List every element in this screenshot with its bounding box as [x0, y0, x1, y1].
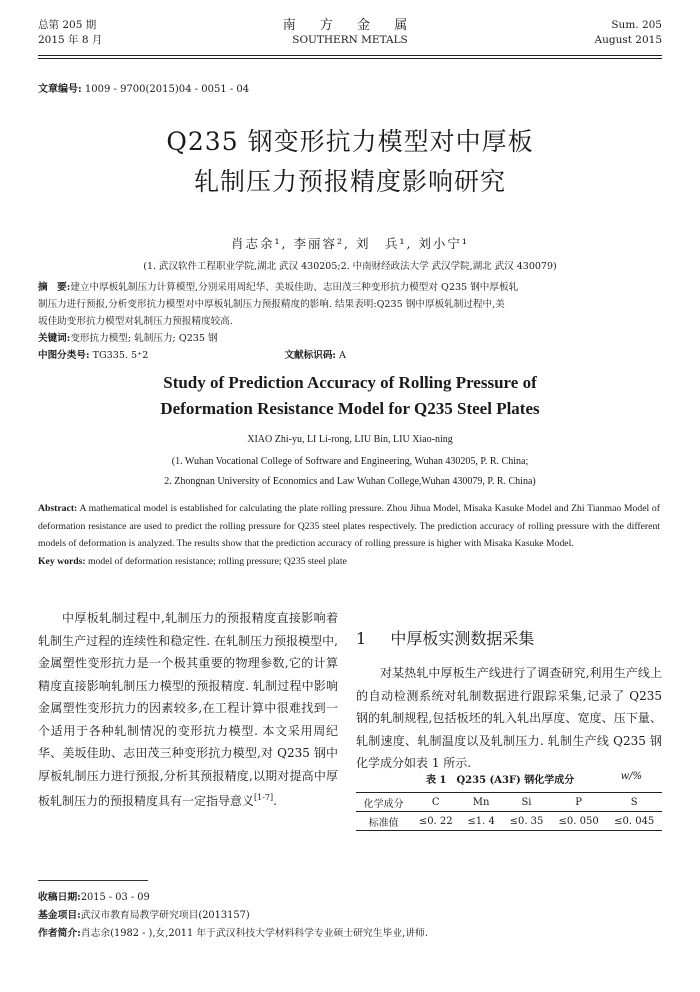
intro-end: . [273, 794, 277, 808]
section-heading [356, 626, 534, 649]
header-rule [38, 55, 662, 56]
table-row [356, 812, 662, 831]
section-number: 1 [356, 629, 367, 648]
doc-code: A [339, 350, 346, 361]
journal-name-cn: 南 方 金 属 [282, 18, 418, 33]
header-rule-thin [38, 58, 662, 59]
table-cell: ≤0. 22 [418, 815, 453, 827]
cn-title-line2: 轧制压力预报精度影响研究 [193, 167, 506, 196]
table-header-cell: S [630, 796, 638, 808]
cn-abstract [38, 279, 660, 364]
journal-name-en: SOUTHERN METALS [292, 34, 408, 46]
table-cell: ≤0. 050 [558, 815, 599, 827]
footnotes [38, 889, 428, 943]
intro-text: 中厚板轧制过程中,轧制压力的预报精度直接影响着轧制生产过程的连续性和稳定性. 在轧制压力预报模型中,金属塑性变形抗力是一个极其重要的物理参数,它的计算精度直接影响轧制压力模型的预报精度. 轧制过程中影响金属塑性变形抗力的因素较多,在工程计算中很难找到一个适用于各种轧制情况的变形抗力模型. 本文采用周纪华、美坂佳助、志田茂三种变形抗力模型,对 Q235 钢中厚板轧制压力进行预报,分析其预报精度,以期对提高中厚板轧制压力的预报精度具有一定指导意义 [38, 611, 338, 808]
en-abstract-label: Abstract: [38, 503, 78, 514]
composition-table [356, 792, 662, 831]
table-header-row [356, 793, 662, 812]
cn-keywords-label: 关键词: [38, 333, 71, 344]
table-cell: ≤0. 045 [614, 815, 655, 827]
table-header-cell: C [431, 796, 440, 808]
table-cell: ≤0. 35 [509, 815, 544, 827]
author-bio: 肖志余(1982 - ),女,2011 年于武汉科技大学材料科学专业硕士研究生毕业,讲师. [80, 928, 428, 939]
en-abstract-text: A mathematical model is established for calculating the plate rolling pressure. Zhou Jihua Model, Misaka Kasuke Model and Zhi Tianmao Model of deformation resistance are used to predict the rolling pressure for Q235 steel plates respectively. The prediction accuracy of rolling pressure with the different models of deformation is analyzed. The results show that the prediction accuracy of rolling pressure is higher with Misaka Kasuke Model. [38, 503, 660, 549]
fund-text: 武汉市教育局教学研究项目(2013157) [80, 910, 250, 921]
en-authors: XIAO Zhi-yu, LI Li-rong, LIU Bin, LIU Xiao-ning [247, 434, 453, 445]
section-paragraph: 对某热轧中厚板生产线进行了调查研究,利用生产线上的自动检测系统对轧制数据进行跟踪采集,记录了 Q235 钢的轧制规程,包括板坯的轧入轧出厚度、宽度、压下量、轧制速度、轧制温度以及轧制压力. 轧制生产线 Q235 钢化学成分如表 1 所示. [356, 666, 662, 770]
cn-affiliations: (1. 武汉软件工程职业学院,湖北 武汉 430205;2. 中南财经政法大学 武汉学院,湖北 武汉 430079) [143, 261, 557, 272]
cn-abstract-line3: 坂佳助变形抗力模型对轧制压力预报精度较高. [38, 316, 233, 327]
article-number-label: 文章编号: [38, 84, 82, 95]
table-header-cell: Si [521, 796, 532, 808]
cn-title-line1: Q235 钢变形抗力模型对中厚板 [166, 127, 534, 156]
en-keywords-label: Key words: [38, 555, 86, 567]
en-title-line1: Study of Prediction Accuracy of Rolling Pressure of [163, 373, 537, 392]
table-caption: 表 1 Q235 (A3F) 钢化学成分 [426, 775, 575, 786]
cn-abstract-line1: 建立中厚板轧制压力计算模型,分别采用周纪华、美坂佳助、志田茂三种变形抗力模型对 Q235 钢中厚板轧 [70, 282, 519, 293]
table-unit: w/% [620, 771, 642, 782]
cn-authors: 肖志余¹, 李丽容², 刘 兵¹, 刘小宁¹ [231, 236, 469, 251]
doc-code-label: 文献标识码: [284, 350, 336, 361]
table-cell: 标准值 [368, 817, 399, 829]
en-keywords: model of deformation resistance; rolling pressure; Q235 steel plate [88, 555, 347, 567]
article-number [38, 80, 249, 95]
received-label: 收稿日期: [38, 892, 81, 903]
cn-classification: TG335. 5⁺2 [92, 350, 149, 361]
en-title-line2: Deformation Resistance Model for Q235 Steel Plates [160, 399, 540, 418]
cn-classification-label: 中图分类号: [38, 350, 90, 361]
footnote-separator [38, 880, 148, 881]
table-header-cell: P [575, 796, 582, 808]
issue-date: 2015 年 8 月 [38, 34, 103, 46]
table-header-cell: Mn [472, 796, 490, 808]
en-abstract [38, 500, 660, 570]
cn-abstract-line2: 制压力进行预报,分析变形抗力模型对中厚板轧制压力预报精度的影响. 结果表明:Q235 钢中厚板轧制过程中,美 [38, 299, 505, 310]
issue-number-en: Sum. 205 [611, 19, 662, 31]
cn-keywords: 变形抗力模型; 轧制压力; Q235 钢 [70, 333, 218, 344]
cn-abstract-label: 摘 要: [38, 282, 71, 293]
table-header-cell: 化学成分 [363, 798, 404, 810]
intro-paragraph [38, 607, 338, 813]
intro-citation: [1-7] [254, 793, 274, 802]
issue-number: 总第 205 期 [38, 19, 97, 31]
en-affiliation-line1: (1. Wuhan Vocational College of Software and Engineering, Wuhan 430205, P. R. China; [171, 456, 529, 467]
section-title: 中厚板实测数据采集 [390, 629, 535, 648]
received-date: 2015 - 03 - 09 [80, 892, 150, 903]
en-affiliation-line2: 2. Zhongnan University of Economics and Law Wuhan College,Wuhan 430079, P. R. China) [164, 476, 536, 487]
journal-issue-info-en [595, 18, 663, 48]
author-bio-label: 作者简介: [38, 928, 81, 939]
table-cell: ≤1. 4 [467, 815, 495, 827]
cn-classification-row [38, 347, 660, 364]
issue-date-en: August 2015 [594, 34, 662, 46]
fund-label: 基金项目: [38, 910, 81, 921]
article-number-value: 1009 - 9700(2015)04 - 0051 - 04 [84, 84, 250, 95]
